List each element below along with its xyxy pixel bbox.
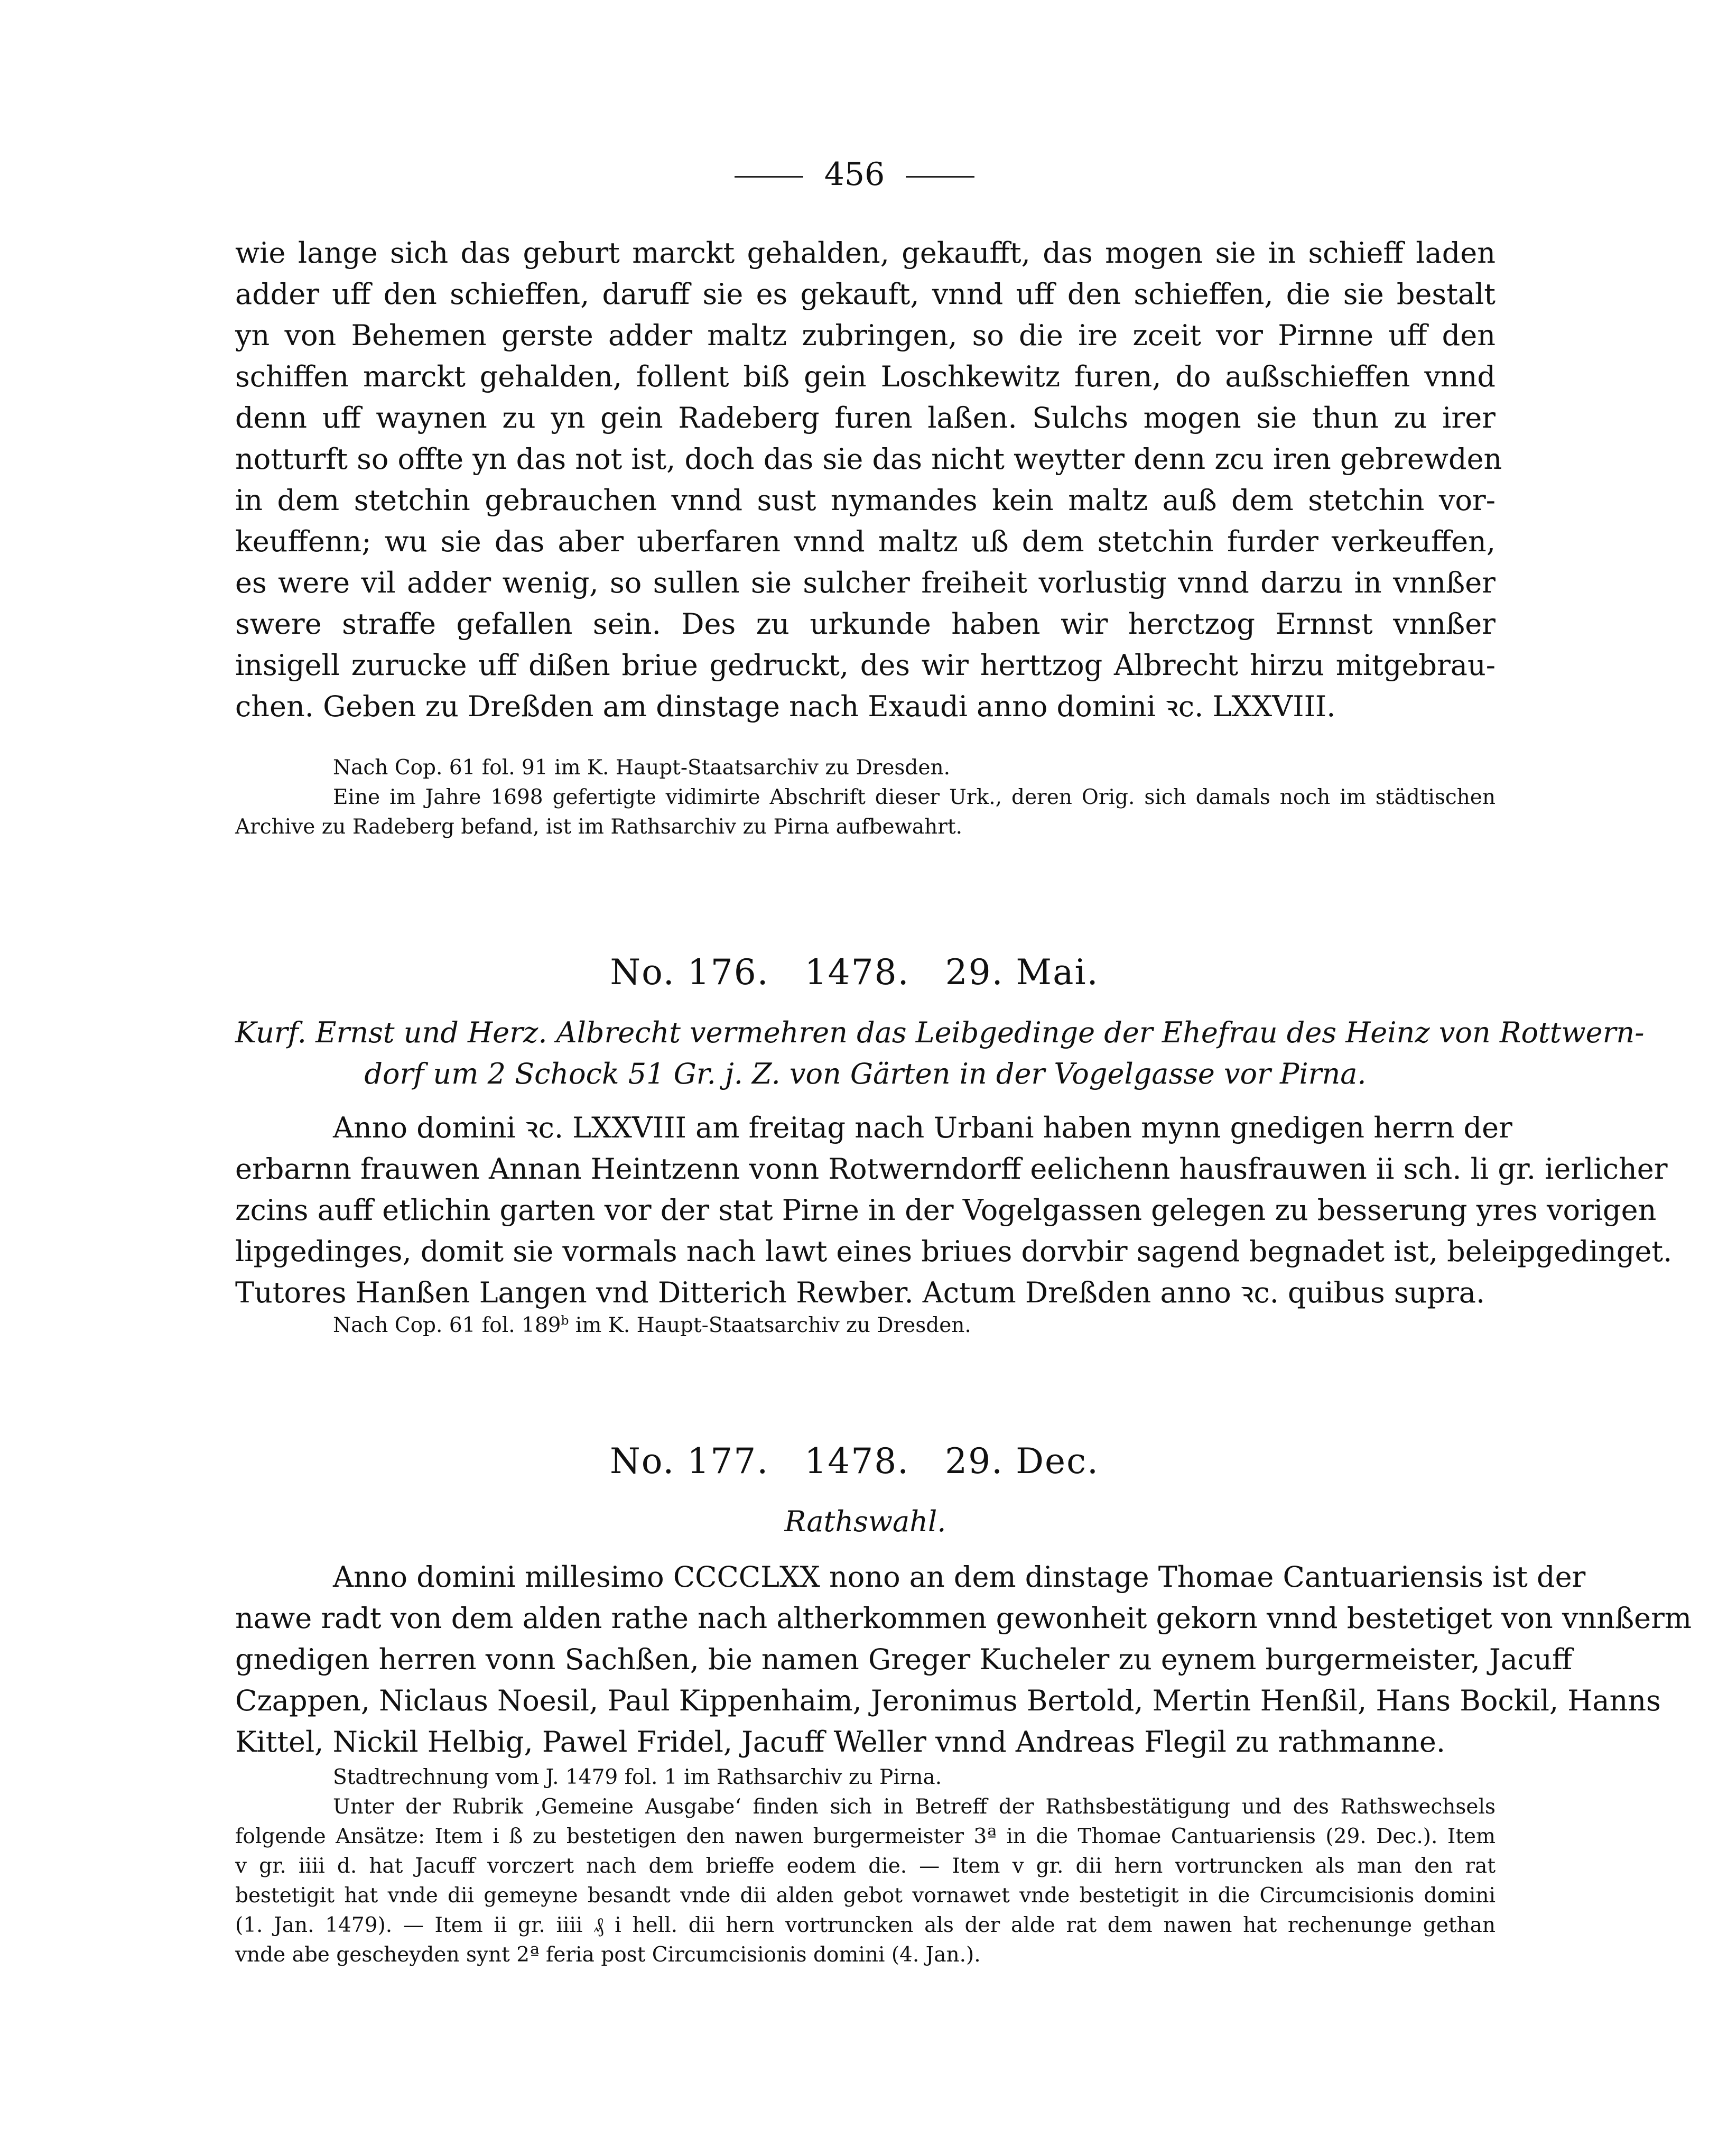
source-notes-175 bbox=[235, 753, 1496, 842]
text-line: Czappen, Niclaus Noesil, Paul Kippenhaim, Jeronimus Bertold, Mertin Henßil, Hans Bockil, Hanns bbox=[235, 1684, 1661, 1717]
regest-177 bbox=[235, 1501, 1496, 1542]
document-heading-177 bbox=[0, 1438, 1709, 1485]
text-line: notturft so offte yn das not ist, doch das sie das nicht weytter denn zcu iren gebrewden bbox=[235, 442, 1502, 476]
document-text-176 bbox=[235, 1107, 1673, 1313]
text-line: swere straffe gefallen sein. Des zu urkunde haben wir herctzog Ernnst vnnßer bbox=[235, 607, 1496, 641]
document-number: No. 177. bbox=[609, 1441, 769, 1482]
source-note-text: Nach Cop. 61 fol. 189 bbox=[333, 1313, 561, 1337]
text-line: adder uff den schieffen, daruff sie es gekauft, vnnd uff den schieffen, die sie bestalt bbox=[235, 277, 1496, 311]
text-line: zcins auff etlichin garten vor der stat Pirne in der Vogelgassen gelegen zu besserung yres vorigen bbox=[235, 1193, 1657, 1227]
source-note-superscript: b bbox=[561, 1313, 569, 1328]
text-line: erbarnn frauwen Annan Heintzenn vonn Rotwerndorff eelichenn hausfrauwen ii sch. li gr. ierlicher bbox=[235, 1152, 1668, 1186]
document-text-177 bbox=[235, 1557, 1692, 1763]
text-line: Tutores Hanßen Langen vnd Ditterich Rewber. Actum Dreßden anno ꝛc. quibus supra. bbox=[235, 1276, 1485, 1309]
source-note: Eine im Jahre 1698 gefertigte vidimirte Abschrift dieser Urk., deren Orig. sich damals noch im städtischen bbox=[333, 785, 1496, 809]
source-notes-176 bbox=[235, 1311, 1496, 1340]
text-line: insigell zurucke uff dißen briue gedruckt, des wir herttzog Albrecht hirzu mitgebrau- bbox=[235, 649, 1496, 682]
document-date: 29. Dec. bbox=[945, 1441, 1100, 1482]
regest-176 bbox=[235, 1012, 1645, 1095]
source-note: vnde abe gescheyden synt 2ª feria post Circumcisionis domini (4. Jan.). bbox=[235, 1943, 981, 1967]
header-rule-left bbox=[735, 176, 803, 178]
regest-line: Kurf. Ernst und Herz. Albrecht vermehren das Leibgedinge der Ehefrau des Heinz von Rottwern- bbox=[235, 1016, 1645, 1049]
text-line: in dem stetchin gebrauchen vnnd sust nymandes kein maltz auß dem stetchin vor- bbox=[235, 484, 1496, 517]
source-note: Unter der Rubrik ‚Gemeine Ausgabe‘ finden sich in Betreff der Rathsbestätigung und des Rathswechsels bbox=[333, 1795, 1496, 1819]
text-line: lipgedinges, domit sie vormals nach lawt eines briues dorvbir sagend begnadet ist, beleipgedinget. bbox=[235, 1235, 1673, 1268]
source-note: Stadtrechnung vom J. 1479 fol. 1 im Rathsarchiv zu Pirna. bbox=[333, 1765, 942, 1789]
text-line: denn uff waynen zu yn gein Radeberg furen laßen. Sulchs mogen sie thun zu irer bbox=[235, 401, 1496, 434]
text-line: Anno domini ꝛc. LXXVIII am freitag nach Urbani haben mynn gnedigen herrn der bbox=[333, 1111, 1512, 1144]
text-line: keuffenn; wu sie das aber uberfaren vnnd maltz uß dem stetchin furder verkeuffen, bbox=[235, 525, 1496, 558]
document-year: 1478. bbox=[804, 952, 910, 993]
text-line: Kittel, Nickil Helbig, Pawel Fridel, Jacuff Weller vnnd Andreas Flegil zu rathmanne. bbox=[235, 1725, 1446, 1759]
text-line: es were vil adder wenig, so sullen sie sulcher freiheit vorlustig vnnd darzu in vnnßer bbox=[235, 566, 1496, 599]
text-line: schiffen marckt gehalden, follent biß gein Loschkewitz furen, do außschieffen vnnd bbox=[235, 360, 1496, 393]
regest-line: Rathswahl. bbox=[784, 1505, 946, 1538]
text-line: nawe radt von dem alden rathe nach altherkommen gewonheit gekorn vnnd bestetiget von vnnßerm bbox=[235, 1602, 1692, 1635]
source-note: bestetigit hat vnde dii gemeyne besandt vnde dii alden gebot vornawet vnde bestetigit in die Circumcisionis domini bbox=[235, 1884, 1496, 1908]
source-note: folgende Ansätze: Item i ß zu bestetigen den nawen burgermeister 3ª in die Thomae Cantuariensis (29. Dec.). Item bbox=[235, 1825, 1496, 1848]
text-line: yn von Behemen gerste adder maltz zubringen, so die ire zceit vor Pirnne uff den bbox=[235, 319, 1496, 352]
document-date: 29. Mai. bbox=[945, 952, 1099, 993]
document-heading-176 bbox=[0, 949, 1709, 996]
source-notes-177 bbox=[235, 1763, 1496, 1970]
regest-line: dorf um 2 Schock 51 Gr. j. Z. von Gärten in der Vogelgasse vor Pirna. bbox=[364, 1057, 1367, 1090]
source-note: Archive zu Radeberg befand, ist im Rathsarchiv zu Pirna aufbewahrt. bbox=[235, 815, 963, 839]
text-line: chen. Geben zu Dreßden am dinstage nach Exaudi anno domini ꝛc. LXXVIII. bbox=[235, 690, 1336, 723]
header-rule-right bbox=[906, 176, 974, 178]
source-note: v gr. iiii d. hat Jacuff vorczert nach dem brieffe eodem die. — Item v gr. dii hern vortruncken als man den rat bbox=[235, 1854, 1496, 1878]
page-header bbox=[0, 153, 1709, 196]
page-number: 456 bbox=[824, 156, 885, 193]
document-year: 1478. bbox=[804, 1441, 910, 1482]
text-line: gnedigen herren vonn Sachßen, bie namen Greger Kucheler zu eynem burgermeister, Jacuff bbox=[235, 1643, 1573, 1676]
text-line: Anno domini millesimo CCCCLXX nono an dem dinstage Thomae Cantuariensis ist der bbox=[333, 1560, 1586, 1594]
text-line: wie lange sich das geburt marckt gehalden, gekaufft, das mogen sie in schieff laden bbox=[235, 236, 1496, 270]
source-note: (1. Jan. 1479). — Item ii gr. iiii ₰ i hell. dii hern vortruncken als der alde rat dem nawen hat rechenunge gethan bbox=[235, 1913, 1496, 1937]
source-note: Nach Cop. 61 fol. 91 im K. Haupt-Staatsarchiv zu Dresden. bbox=[333, 756, 950, 780]
source-note bbox=[235, 1311, 1496, 1340]
continued-document-text bbox=[235, 233, 1502, 727]
source-note-text: im K. Haupt-Staatsarchiv zu Dresden. bbox=[569, 1313, 971, 1337]
document-number: No. 176. bbox=[610, 952, 769, 993]
